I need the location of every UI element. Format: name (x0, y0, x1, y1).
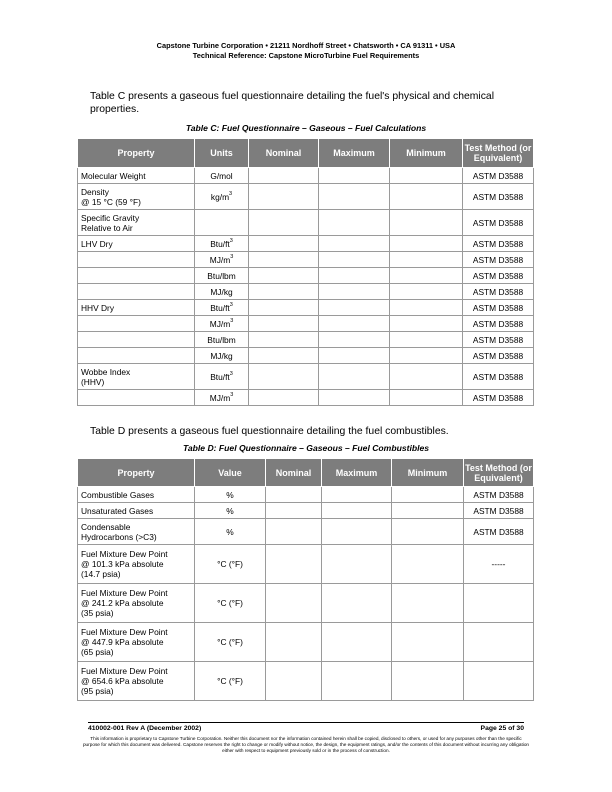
unit-superscript: 3 (229, 301, 233, 308)
cell-maximum (319, 284, 390, 300)
cell-units: MJ/kg (195, 284, 249, 300)
cell-nominal (266, 503, 322, 519)
cell-maximum (322, 545, 392, 584)
column-header: Test Method (or Equivalent) (463, 139, 534, 168)
cell-maximum (322, 584, 392, 623)
table-c-header-row (78, 139, 534, 168)
cell-test-method: ASTM D3588 (463, 348, 534, 364)
cell-maximum (319, 332, 390, 348)
cell-minimum (390, 316, 463, 332)
cell-minimum (390, 390, 463, 406)
cell-minimum (392, 503, 464, 519)
cell-nominal (249, 332, 319, 348)
cell-property (78, 332, 195, 348)
cell-test-method: ASTM D3588 (463, 236, 534, 252)
table-c-caption: Table C: Fuel Questionnaire – Gaseous – Fuel Calculations (185, 123, 427, 133)
cell-maximum (322, 519, 392, 545)
column-header: Units (195, 139, 249, 168)
cell-test-method (464, 662, 534, 701)
cell-maximum (322, 623, 392, 662)
cell-test-method: ASTM D3588 (463, 284, 534, 300)
cell-property (78, 348, 195, 364)
cell-property (78, 284, 195, 300)
cell-units: $MJ/m^3$ (195, 390, 249, 406)
footer-page-number: Page 25 of 30 (480, 725, 524, 732)
cell-test-method: ASTM D3588 (464, 487, 534, 503)
table-row (78, 364, 534, 390)
cell-property: Fuel Mixture Dew Point @ 654.6 kPa absolute (95 psia) (78, 662, 195, 701)
cell-test-method: ASTM D3588 (463, 332, 534, 348)
table-row (78, 316, 534, 332)
cell-minimum (390, 236, 463, 252)
table-row (78, 252, 534, 268)
table-row (78, 284, 534, 300)
cell-maximum (319, 316, 390, 332)
cell-property: Molecular Weight (78, 168, 195, 184)
cell-property (78, 252, 195, 268)
cell-property: Combustible Gases (78, 487, 195, 503)
cell-nominal (249, 364, 319, 390)
cell-property: Specific Gravity Relative to Air (78, 210, 195, 236)
cell-maximum (322, 662, 392, 701)
cell-property: Wobbe Index (HHV) (78, 364, 195, 390)
table-row (78, 487, 534, 503)
cell-minimum (390, 252, 463, 268)
cell-nominal (266, 545, 322, 584)
table-row (78, 662, 534, 701)
cell-units (195, 210, 249, 236)
cell-minimum (390, 348, 463, 364)
column-header: Test Method (or Equivalent) (464, 459, 534, 487)
cell-minimum (390, 284, 463, 300)
cell-maximum (319, 364, 390, 390)
cell-maximum (319, 210, 390, 236)
cell-nominal (266, 623, 322, 662)
cell-value: % (195, 519, 266, 545)
intro-table-c: Table C presents a gaseous fuel questionnaire detailing the fuel's physical and chemical properties. (90, 91, 495, 115)
table-c (77, 138, 534, 406)
cell-nominal (249, 168, 319, 184)
unit-superscript: 3 (229, 237, 233, 244)
cell-test-method: ASTM D3588 (463, 252, 534, 268)
cell-nominal (249, 184, 319, 210)
cell-property: Density @ 15 °C (59 °F) (78, 184, 195, 210)
cell-test-method: ASTM D3588 (463, 390, 534, 406)
unit-superscript: 3 (230, 391, 234, 398)
cell-nominal (249, 390, 319, 406)
table-row (78, 503, 534, 519)
cell-test-method (464, 584, 534, 623)
table-row (78, 390, 534, 406)
cell-nominal (249, 210, 319, 236)
cell-test-method: ASTM D3588 (463, 364, 534, 390)
unit-superscript: 3 (230, 317, 234, 324)
cell-minimum (392, 623, 464, 662)
cell-minimum (392, 519, 464, 545)
column-header: Nominal (266, 459, 322, 487)
cell-units: Btu/$ft^3$ (195, 236, 249, 252)
cell-nominal (266, 662, 322, 701)
header-company-line: Capstone Turbine Corporation • 21211 Nordhoff Street • Chatsworth • CA 91311 • USA (156, 41, 456, 50)
cell-maximum (319, 268, 390, 284)
table-row (78, 300, 534, 316)
table-row (78, 623, 534, 662)
column-header: Maximum (319, 139, 390, 168)
cell-value: °C (°F) (195, 662, 266, 701)
cell-test-method: ASTM D3588 (463, 268, 534, 284)
column-header: Maximum (322, 459, 392, 487)
cell-test-method: ASTM D3588 (463, 168, 534, 184)
cell-maximum (322, 503, 392, 519)
cell-property: HHV Dry (78, 300, 195, 316)
cell-minimum (392, 487, 464, 503)
cell-maximum (319, 390, 390, 406)
column-header: Minimum (390, 139, 463, 168)
cell-nominal (249, 236, 319, 252)
cell-test-method: ASTM D3588 (464, 519, 534, 545)
table-row (78, 519, 534, 545)
table-d-header-row (78, 459, 534, 487)
cell-property: Fuel Mixture Dew Point @ 241.2 kPa absolute (35 psia) (78, 584, 195, 623)
cell-test-method: ASTM D3588 (464, 503, 534, 519)
cell-value: °C (°F) (195, 584, 266, 623)
cell-nominal (249, 268, 319, 284)
cell-value: °C (°F) (195, 545, 266, 584)
cell-value: % (195, 487, 266, 503)
cell-minimum (392, 545, 464, 584)
cell-maximum (319, 348, 390, 364)
cell-units: $MJ/m^3$ (195, 252, 249, 268)
cell-maximum (319, 300, 390, 316)
column-header: Minimum (392, 459, 464, 487)
cell-minimum (390, 300, 463, 316)
cell-test-method: ASTM D3588 (463, 184, 534, 210)
cell-test-method: ----- (464, 545, 534, 584)
cell-nominal (266, 519, 322, 545)
cell-minimum (392, 584, 464, 623)
cell-minimum (390, 332, 463, 348)
cell-nominal (249, 252, 319, 268)
column-header: Nominal (249, 139, 319, 168)
cell-property (78, 316, 195, 332)
cell-property: Fuel Mixture Dew Point @ 101.3 kPa absolute (14.7 psia) (78, 545, 195, 584)
table-d (77, 458, 534, 701)
cell-minimum (390, 184, 463, 210)
cell-property: Condensable Hydrocarbons (>C3) (78, 519, 195, 545)
cell-maximum (319, 236, 390, 252)
cell-test-method: ASTM D3588 (463, 316, 534, 332)
cell-property: Fuel Mixture Dew Point @ 447.9 kPa absolute (65 psia) (78, 623, 195, 662)
cell-nominal (249, 316, 319, 332)
table-row (78, 210, 534, 236)
cell-units: $kg/m^3$ (195, 184, 249, 210)
cell-units: MJ/kg (195, 348, 249, 364)
cell-minimum (392, 662, 464, 701)
cell-minimum (390, 268, 463, 284)
cell-property (78, 268, 195, 284)
footer-doc-id: 410002-001 Rev A (December 2002) (88, 725, 202, 732)
table-row (78, 184, 534, 210)
cell-nominal (266, 584, 322, 623)
cell-nominal (249, 300, 319, 316)
cell-units: Btu/lbm (195, 268, 249, 284)
cell-units: Btu/$ft^3$ (195, 364, 249, 390)
cell-units: G/mol (195, 168, 249, 184)
cell-test-method: ASTM D3588 (463, 300, 534, 316)
cell-units: $MJ/m^3$ (195, 316, 249, 332)
cell-nominal (249, 284, 319, 300)
cell-test-method (464, 623, 534, 662)
unit-superscript: 3 (230, 253, 234, 260)
table-row (78, 168, 534, 184)
cell-maximum (319, 168, 390, 184)
footer-proprietary-notice: This information is proprietary to Capstone Turbine Corporation. Neither this document nor the information contained herein shall be copied, disclosed to others, or used for any purposes other than the specific purpose for which this document was delivered. Capstone reserves the right to change or modify without notice, the design, the equipment ratings, and/or the contents of this document without incurring any obligation either with respect to equipment previously sold or in the process of construction. (82, 736, 530, 754)
cell-minimum (390, 364, 463, 390)
cell-nominal (249, 348, 319, 364)
unit-superscript: 3 (229, 370, 233, 377)
table-row (78, 545, 534, 584)
column-header: Property (78, 139, 195, 168)
table-row (78, 332, 534, 348)
cell-nominal (266, 487, 322, 503)
cell-value: % (195, 503, 266, 519)
column-header: Value (195, 459, 266, 487)
cell-maximum (319, 252, 390, 268)
intro-table-d: Table D presents a gaseous fuel questionnaire detailing the fuel combustibles. (90, 426, 449, 437)
cell-units: Btu/$ft^3$ (195, 300, 249, 316)
table-row (78, 268, 534, 284)
header-title-line: Technical Reference: Capstone MicroTurbine Fuel Requirements (192, 51, 420, 60)
cell-maximum (319, 184, 390, 210)
cell-property: Unsaturated Gases (78, 503, 195, 519)
cell-minimum (390, 168, 463, 184)
table-row (78, 236, 534, 252)
table-row (78, 348, 534, 364)
cell-units: Btu/lbm (195, 332, 249, 348)
cell-value: °C (°F) (195, 623, 266, 662)
unit-superscript: 3 (229, 190, 233, 197)
cell-property (78, 390, 195, 406)
table-d-caption: Table D: Fuel Questionnaire – Gaseous – Fuel Combustibles (182, 443, 430, 453)
cell-maximum (322, 487, 392, 503)
cell-test-method: ASTM D3588 (463, 210, 534, 236)
footer-rule (88, 722, 524, 723)
cell-property: LHV Dry (78, 236, 195, 252)
table-row (78, 584, 534, 623)
column-header: Property (78, 459, 195, 487)
cell-minimum (390, 210, 463, 236)
